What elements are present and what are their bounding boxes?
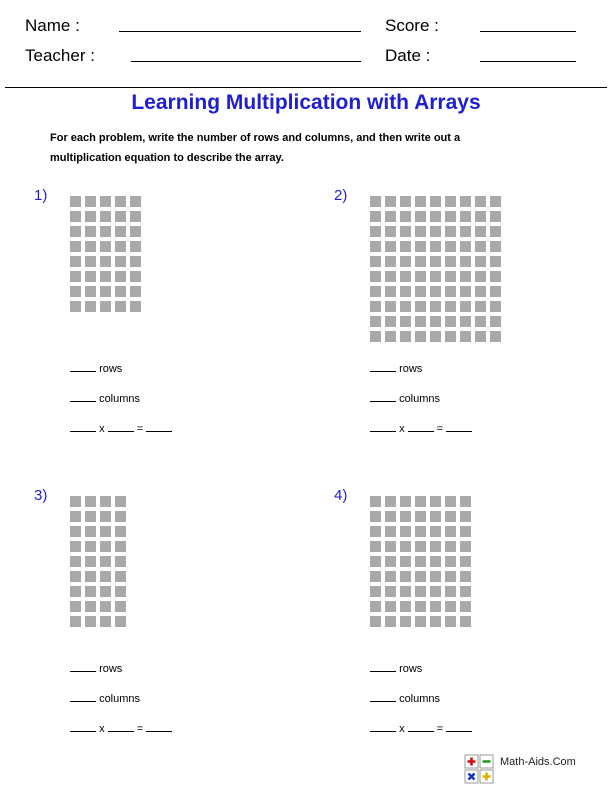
array-square [70,271,81,282]
array-square [445,196,456,207]
array-square [85,256,96,267]
array-square [400,571,411,582]
factor-blank[interactable] [108,722,134,732]
array-square [70,526,81,537]
rows-blank[interactable] [70,662,96,672]
array-square [130,271,141,282]
array-square [385,196,396,207]
array-square [115,526,126,537]
array-square [85,211,96,222]
product-blank[interactable] [446,722,472,732]
array-square [460,601,471,612]
array-square [430,271,441,282]
array-square [85,301,96,312]
array-square [445,571,456,582]
array-square [445,271,456,282]
array-square [475,196,486,207]
array-square [445,541,456,552]
array-square [70,286,81,297]
array-square [115,196,126,207]
array-square [70,226,81,237]
array-square [475,241,486,252]
array-square [85,286,96,297]
array-square [115,271,126,282]
columns-answer[interactable] [370,392,440,405]
array-square [385,571,396,582]
array-square [70,541,81,552]
array-square [100,526,111,537]
array-square [100,511,111,522]
array-square [70,586,81,597]
array-square [130,256,141,267]
factor-blank[interactable] [70,422,96,432]
problem-number: 2) [334,187,348,204]
array-square [430,586,441,597]
array-square [400,211,411,222]
array-square [100,241,111,252]
array-square [445,256,456,267]
array-square [385,586,396,597]
problem-number: 1) [34,187,48,204]
array-grid [70,496,130,631]
array-square [115,586,126,597]
array-square [415,526,426,537]
array-square [415,226,426,237]
array-square [460,301,471,312]
array-square [445,496,456,507]
array-square [100,616,111,627]
array-square [445,511,456,522]
array-square [85,241,96,252]
array-square [70,211,81,222]
array-square [115,496,126,507]
array-square [430,616,441,627]
array-square [70,196,81,207]
rows-answer[interactable] [370,362,422,375]
array-square [430,196,441,207]
rows-label: rows [99,663,123,675]
rows-label: rows [99,363,123,375]
array-square [385,211,396,222]
factor-blank[interactable] [370,422,396,432]
array-square [490,316,501,327]
array-square [445,301,456,312]
product-blank[interactable] [146,422,172,432]
logo-text: Math-Aids.Com [500,756,576,768]
array-square [445,616,456,627]
equals-sign: = [136,423,144,435]
array-square [385,301,396,312]
array-square [115,241,126,252]
array-square [85,586,96,597]
header-divider [5,87,607,88]
array-square [415,601,426,612]
factor-blank[interactable] [370,722,396,732]
rows-answer[interactable] [70,362,122,375]
array-square [385,601,396,612]
array-square [100,496,111,507]
array-square [430,541,441,552]
factor-blank[interactable] [108,422,134,432]
array-grid [370,196,505,346]
rows-blank[interactable] [370,662,396,672]
array-square [400,526,411,537]
teacher-label: Teacher : [25,46,95,65]
date-field[interactable] [480,61,576,62]
array-square [430,556,441,567]
array-square [100,556,111,567]
array-square [115,226,126,237]
array-square [130,211,141,222]
array-square [460,271,471,282]
array-square [430,286,441,297]
array-square [400,286,411,297]
array-square [370,586,381,597]
array-square [85,226,96,237]
array-square [370,286,381,297]
array-square [415,616,426,627]
product-blank[interactable] [146,722,172,732]
problem-number: 3) [34,487,48,504]
array-square [430,571,441,582]
factor-blank[interactable] [408,722,434,732]
name-field[interactable] [119,31,361,32]
array-square [100,226,111,237]
array-square [385,256,396,267]
array-square [85,271,96,282]
array-square [400,241,411,252]
array-square [400,301,411,312]
array-square [460,331,471,342]
array-square [430,496,441,507]
array-square [460,256,471,267]
equals-sign: = [136,723,144,735]
times-sign: x [399,423,405,435]
equation-answer[interactable] [370,722,472,735]
array-square [370,271,381,282]
array-square [115,601,126,612]
array-square [490,271,501,282]
array-square [385,511,396,522]
columns-answer[interactable] [70,692,140,705]
array-square [370,601,381,612]
problem-number: 4) [334,487,348,504]
array-square [85,556,96,567]
columns-blank[interactable] [370,392,396,402]
array-square [445,241,456,252]
array-square [385,241,396,252]
array-square [400,196,411,207]
array-square [115,256,126,267]
equation-answer[interactable] [370,422,472,435]
array-square [385,271,396,282]
array-square [85,511,96,522]
array-square [430,256,441,267]
array-square [415,496,426,507]
array-square [370,316,381,327]
array-square [370,226,381,237]
array-square [400,271,411,282]
array-square [115,556,126,567]
array-square [85,571,96,582]
array-square [385,496,396,507]
array-square [475,286,486,297]
array-square [85,526,96,537]
array-square [415,316,426,327]
array-square [415,256,426,267]
array-square [475,316,486,327]
array-square [430,211,441,222]
array-square [430,316,441,327]
array-square [100,286,111,297]
columns-label: columns [399,393,441,405]
array-square [370,616,381,627]
array-square [370,196,381,207]
array-square [415,196,426,207]
array-square [460,586,471,597]
array-square [460,541,471,552]
array-square [460,556,471,567]
array-square [100,586,111,597]
array-square [400,556,411,567]
array-grid [70,196,145,316]
array-square [85,601,96,612]
array-square [430,526,441,537]
array-square [460,316,471,327]
array-square [490,211,501,222]
array-square [385,331,396,342]
array-square [475,256,486,267]
columns-blank[interactable] [370,692,396,702]
array-square [370,331,381,342]
array-square [115,541,126,552]
array-square [370,301,381,312]
array-square [460,496,471,507]
array-square [385,316,396,327]
array-square [100,196,111,207]
array-square [385,226,396,237]
array-square [460,526,471,537]
array-square [460,571,471,582]
array-square [370,526,381,537]
array-square [445,586,456,597]
array-square [130,241,141,252]
array-square [490,256,501,267]
array-square [490,226,501,237]
array-square [70,301,81,312]
array-square [370,511,381,522]
array-square [130,226,141,237]
array-square [460,196,471,207]
array-square [115,571,126,582]
array-square [100,301,111,312]
columns-answer[interactable] [70,392,140,405]
array-square [445,226,456,237]
factor-blank[interactable] [408,422,434,432]
rows-blank[interactable] [70,362,96,372]
array-square [490,286,501,297]
array-square [415,586,426,597]
array-square [370,211,381,222]
page-title: Learning Multiplication with Arrays [131,91,481,114]
array-square [430,301,441,312]
array-square [115,511,126,522]
array-square [385,526,396,537]
columns-blank[interactable] [70,692,96,702]
array-square [445,526,456,537]
math-aids-logo-icon [464,754,494,784]
equation-answer[interactable] [70,722,172,735]
array-square [115,211,126,222]
columns-label: columns [99,393,141,405]
columns-blank[interactable] [70,392,96,402]
array-square [85,496,96,507]
array-square [460,286,471,297]
array-square [130,286,141,297]
columns-answer[interactable] [370,692,440,705]
array-square [385,286,396,297]
columns-label: columns [399,693,441,705]
array-square [370,256,381,267]
array-square [85,616,96,627]
array-square [430,226,441,237]
times-sign: x [99,423,105,435]
rows-label: rows [399,363,423,375]
array-square [415,211,426,222]
array-square [70,241,81,252]
equals-sign: = [436,423,444,435]
array-square [475,301,486,312]
rows-answer[interactable] [370,662,422,675]
array-square [70,511,81,522]
array-square [415,511,426,522]
array-square [445,316,456,327]
array-square [385,556,396,567]
array-square [400,616,411,627]
columns-label: columns [99,693,141,705]
array-square [130,196,141,207]
array-square [415,331,426,342]
array-square [400,586,411,597]
array-square [400,316,411,327]
array-square [430,601,441,612]
array-square [415,241,426,252]
equation-answer[interactable] [70,422,172,435]
array-square [100,541,111,552]
array-square [70,616,81,627]
array-square [70,601,81,612]
array-square [490,241,501,252]
array-square [100,271,111,282]
array-square [475,211,486,222]
array-square [445,556,456,567]
array-square [115,301,126,312]
date-label: Date : [385,46,431,65]
teacher-field[interactable] [131,61,361,62]
score-label: Score : [385,16,439,35]
array-square [445,211,456,222]
array-square [490,301,501,312]
array-grid [370,496,475,631]
array-square [460,241,471,252]
name-label: Name : [25,16,80,35]
array-square [415,541,426,552]
array-square [70,571,81,582]
array-square [100,571,111,582]
array-square [400,331,411,342]
array-square [445,601,456,612]
array-square [415,301,426,312]
array-square [445,286,456,297]
array-square [415,271,426,282]
array-square [400,541,411,552]
array-square [460,511,471,522]
rows-blank[interactable] [370,362,396,372]
array-square [400,511,411,522]
array-square [460,211,471,222]
array-square [415,556,426,567]
array-square [460,226,471,237]
array-square [400,256,411,267]
array-square [115,286,126,297]
times-sign: x [399,723,405,735]
array-square [370,556,381,567]
array-square [415,286,426,297]
array-square [490,196,501,207]
array-square [430,241,441,252]
array-square [460,616,471,627]
array-square [370,541,381,552]
array-square [85,196,96,207]
equals-sign: = [436,723,444,735]
factor-blank[interactable] [70,722,96,732]
array-square [85,541,96,552]
array-square [370,241,381,252]
array-square [385,616,396,627]
array-square [70,496,81,507]
array-square [445,331,456,342]
array-square [370,496,381,507]
array-square [475,271,486,282]
array-square [115,616,126,627]
array-square [400,496,411,507]
score-field[interactable] [480,31,576,32]
array-square [400,601,411,612]
rows-answer[interactable] [70,662,122,675]
array-square [415,571,426,582]
array-square [385,541,396,552]
array-square [475,226,486,237]
array-square [430,331,441,342]
array-square [70,556,81,567]
array-square [100,601,111,612]
array-square [430,511,441,522]
array-square [70,256,81,267]
rows-label: rows [399,663,423,675]
product-blank[interactable] [446,422,472,432]
array-square [490,331,501,342]
array-square [475,331,486,342]
array-square [100,211,111,222]
array-square [100,256,111,267]
times-sign: x [99,723,105,735]
array-square [370,571,381,582]
array-square [400,226,411,237]
array-square [130,301,141,312]
instructions: For each problem, write the number of rows and columns, and then write out a multiplication equation to describe the array. [50,132,461,164]
